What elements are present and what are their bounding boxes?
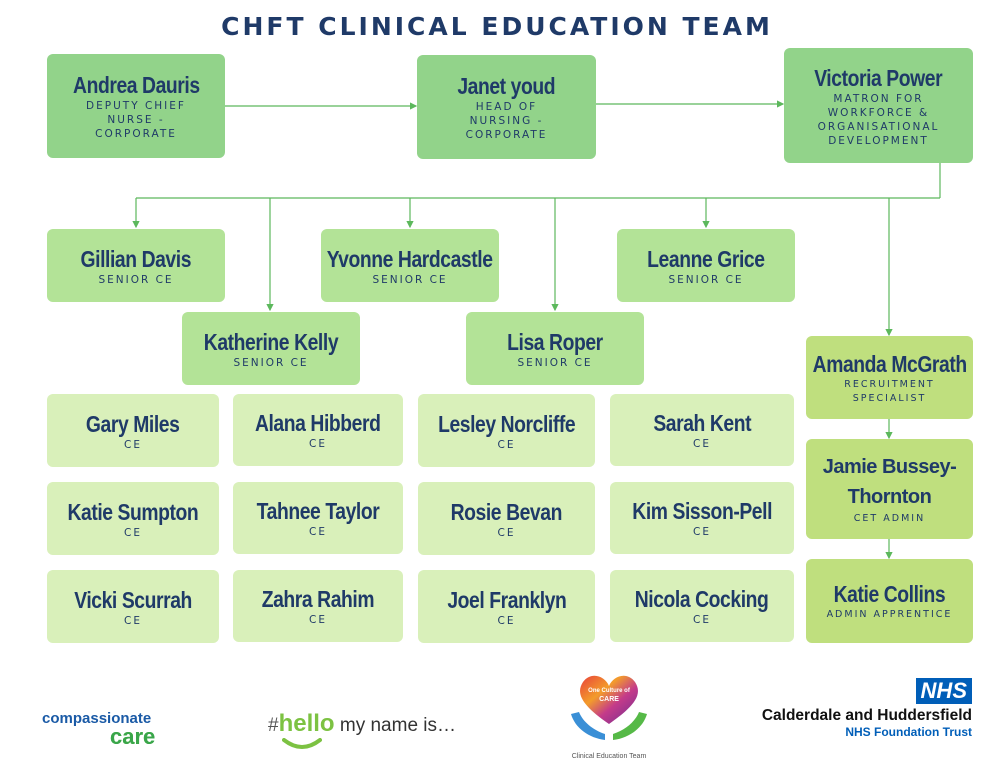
person-name: Sarah Kent <box>653 410 751 436</box>
heart-text-1: One Culture of <box>588 688 630 694</box>
person-role: MATRON FOR WORKFORCE & ORGANISATIONAL DEVELOPMENT <box>817 92 940 147</box>
hello-word: hello <box>278 710 335 737</box>
card-vicki-scurrah <box>47 570 219 643</box>
person-role: HEAD OF NURSING - CORPORATE <box>465 101 548 141</box>
person-name: Yvonne Hardcastle <box>327 245 493 272</box>
card-gillian-davis <box>47 229 225 302</box>
person-name: Andrea Dauris <box>72 72 200 98</box>
compassionate-care-logo <box>42 711 155 747</box>
person-name: Leanne Grice <box>647 245 765 272</box>
person-name: Katie Sumpton <box>67 498 199 525</box>
card-victoria-power <box>784 48 973 163</box>
heart-hands-icon <box>565 668 653 746</box>
cet-heart-logo <box>565 668 653 760</box>
person-name: Amanda McGrath <box>812 350 967 377</box>
card-tahnee-taylor <box>233 482 403 554</box>
person-role: CE <box>124 614 142 627</box>
card-katherine-kelly <box>182 312 360 385</box>
card-andrea-dauris <box>47 54 225 158</box>
hash-text: # <box>268 715 279 736</box>
person-role: CE <box>497 438 516 451</box>
person-role: SENIOR CE <box>668 273 744 286</box>
person-name: Zahra Rahim <box>261 586 375 612</box>
person-name: Gillian Davis <box>80 245 192 272</box>
card-zahra-rahim <box>233 570 403 642</box>
person-role: SENIOR CE <box>233 356 309 369</box>
card-yvonne-hardcastle <box>321 229 499 302</box>
person-role: CE <box>693 526 711 538</box>
person-role: CE <box>693 614 711 626</box>
person-name: Gary Miles <box>86 410 180 437</box>
person-role: RECRUITMENT SPECIALIST <box>844 378 935 404</box>
person-role: SENIOR CE <box>517 356 593 369</box>
page-title: CHFT CLINICAL EDUCATION TEAM <box>221 12 773 41</box>
person-name: Tahnee Taylor <box>256 498 380 524</box>
card-rosie-bevan <box>418 482 595 555</box>
hello-rest-text: my name is… <box>339 715 457 736</box>
person-name: Rosie Bevan <box>450 498 563 525</box>
nhs-trust-logo <box>732 678 972 739</box>
person-name: Katie Collins <box>833 581 946 607</box>
nhs-logo-icon: NHS <box>916 678 972 704</box>
person-role: CE <box>124 438 142 451</box>
card-sarah-kent <box>610 394 794 466</box>
card-janet-youd <box>417 55 596 159</box>
person-role: DEPUTY CHIEF NURSE - CORPORATE <box>86 100 186 140</box>
person-name: Joel Franklyn <box>446 586 567 613</box>
person-role: CE <box>497 526 516 539</box>
person-name: Katherine Kelly <box>203 328 339 355</box>
person-role: CE <box>309 526 327 538</box>
care-text: care <box>110 724 156 749</box>
person-name: Lesley Norcliffe <box>437 410 576 437</box>
cet-label: Clinical Education Team <box>571 753 647 760</box>
card-joel-franklyn <box>418 570 595 643</box>
card-katie-sumpton <box>47 482 219 555</box>
card-amanda-mcgrath <box>806 336 973 419</box>
smile-icon <box>282 738 322 752</box>
card-nicola-cocking <box>610 570 794 642</box>
person-role: CET ADMIN <box>853 513 926 524</box>
person-name: Jamie Bussey-Thornton <box>822 456 957 508</box>
card-alana-hibberd <box>233 394 403 466</box>
person-role: SENIOR CE <box>372 273 448 286</box>
person-role: CE <box>124 526 142 539</box>
person-name: Janet youd <box>457 73 556 99</box>
trust-name: Calderdale and Huddersfield <box>761 707 972 724</box>
card-gary-miles <box>47 394 219 467</box>
person-name: Nicola Cocking <box>635 586 769 612</box>
card-leanne-grice <box>617 229 795 302</box>
person-name: Vicki Scurrah <box>74 586 192 613</box>
card-katie-collins <box>806 559 973 643</box>
person-name: Alana Hibberd <box>255 410 381 436</box>
person-role: CE <box>497 614 516 627</box>
person-role: SENIOR CE <box>98 273 174 286</box>
person-role: CE <box>309 438 327 450</box>
heart-text-2: CARE <box>599 696 619 703</box>
card-lisa-roper <box>466 312 644 385</box>
card-jamie-bussey-thornton <box>806 439 973 539</box>
person-role: ADMIN APPRENTICE <box>826 609 953 620</box>
person-name: Victoria Power <box>814 64 943 91</box>
person-role: CE <box>693 438 711 450</box>
person-role: CE <box>309 614 327 626</box>
compassionate-text: compassionate <box>42 710 152 727</box>
card-kim-sisson-pell <box>610 482 794 554</box>
trust-sub: NHS Foundation Trust <box>845 725 972 739</box>
person-name: Lisa Roper <box>507 328 603 355</box>
person-name: Kim Sisson-Pell <box>632 498 772 524</box>
hello-my-name-is-logo <box>268 710 456 738</box>
card-lesley-norcliffe <box>418 394 595 467</box>
